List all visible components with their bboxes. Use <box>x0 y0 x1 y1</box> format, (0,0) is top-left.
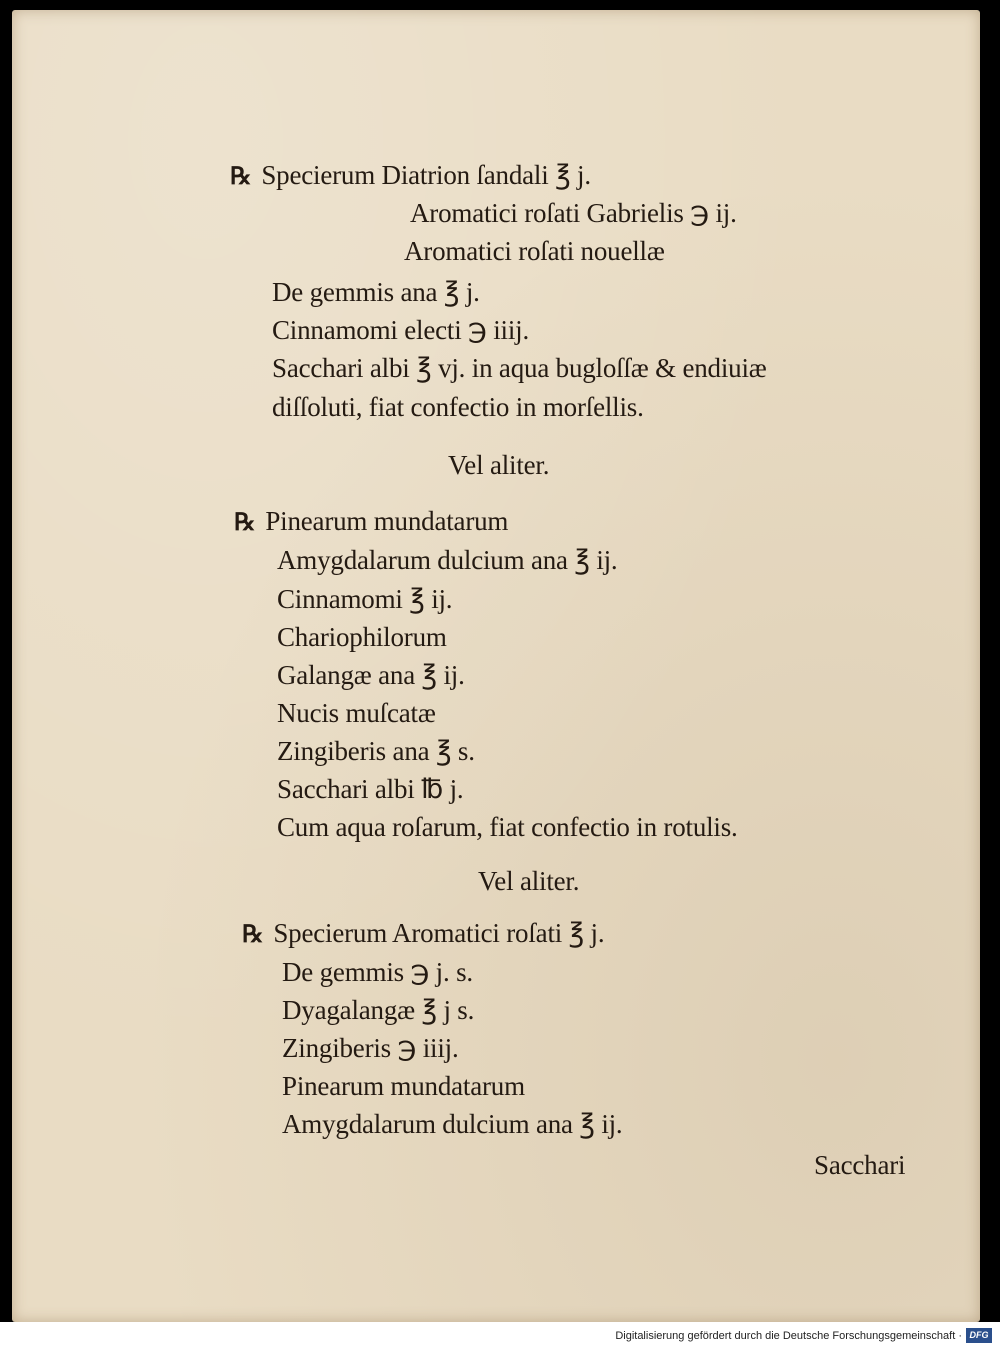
recipe-symbol: ℞ <box>230 161 252 190</box>
recipe-2-line-2: Amygdalarum dulcium ana ℥ ij. <box>277 545 618 575</box>
recipe-1-line-4: De gemmis ana ℥ j. <box>272 277 480 307</box>
funding-credit: Digitalisierung gefördert durch die Deutsche Forschungsgemeinschaft · <box>615 1330 962 1342</box>
recipe-1-line-2: Aromatici roſati Gabrielis ℈ ij. <box>410 198 737 228</box>
recipe-1-line-6: Sacchari albi ℥ vj. in aqua bugloſſæ & endiuiæ <box>272 353 767 383</box>
recipe-1-line-5: Cinnamomi electi ℈ iiij. <box>272 315 530 345</box>
recipe-symbol: ℞ <box>234 507 256 536</box>
recipe-2-line-8: Sacchari albi ℔ j. <box>277 774 464 804</box>
recipe-2-line-1 <box>234 508 508 535</box>
section-heading-2: Vel aliter. <box>478 866 580 896</box>
recipe-3-line-2: De gemmis ℈ j. s. <box>282 957 473 987</box>
recipe-3-line-4: Zingiberis ℈ iiij. <box>282 1033 459 1063</box>
scanned-page <box>12 10 980 1322</box>
recipe-1-line-3: Aromatici roſati nouellæ <box>404 236 665 266</box>
catchword: Sacchari <box>814 1150 906 1180</box>
recipe-symbol: ℞ <box>242 919 264 948</box>
recipe-2-line-3: Cinnamomi ℥ ij. <box>277 584 453 614</box>
recipe-3-line-3: Dyagalangæ ℥ j s. <box>282 995 475 1025</box>
footer-bar <box>0 1322 1000 1351</box>
recipe-2-line-7: Zingiberis ana ℥ s. <box>277 736 475 766</box>
recipe-2-line-1-text: Pinearum mundatarum <box>265 506 509 536</box>
section-heading-1: Vel aliter. <box>448 450 550 480</box>
recipe-1-line-7: diſſoluti, fiat confectio in morſellis. <box>272 392 644 422</box>
recipe-2-line-5: Galangæ ana ℥ ij. <box>277 660 465 690</box>
recipe-2-line-6: Nucis muſcatæ <box>277 698 436 728</box>
recipe-3-line-1-text: Specierum Aromatici roſati ℥ j. <box>273 918 605 948</box>
recipe-3-line-6: Amygdalarum dulcium ana ℥ ij. <box>282 1109 623 1139</box>
recipe-1-line-1-text: Specierum Diatrion ſandali ℥ j. <box>261 160 591 190</box>
recipe-2-line-4: Chariophilorum <box>277 622 447 652</box>
recipe-3-line-5: Pinearum mundatarum <box>282 1071 525 1101</box>
dfg-logo[interactable]: DFG <box>966 1328 992 1343</box>
recipe-2-line-9: Cum aqua roſarum, fiat confectio in rotulis. <box>277 812 738 842</box>
recipe-3-line-1 <box>242 920 604 947</box>
recipe-1-line-1 <box>230 162 591 189</box>
